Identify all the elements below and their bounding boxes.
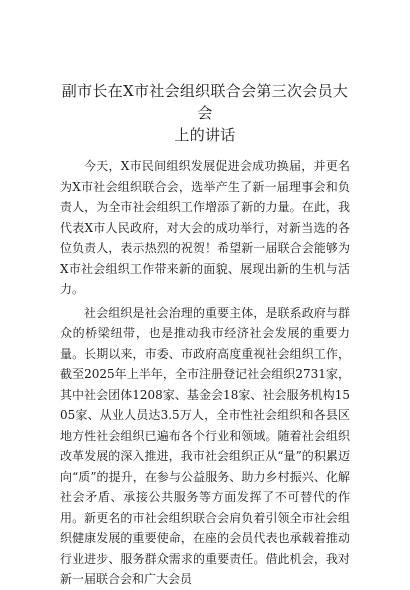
speech-title (60, 80, 350, 146)
paragraph-2: 社会组织是社会治理的重要主体，是联系政府与群众的桥梁纽带，也是推动我市经济社会发展的重要力量。长期以来，市委、市政府高度重视社会组织工作，截至2025年上半年，全市注册登记社会组织2731家，其中社会团体1208家、基金会18家、社会服务机构1505家、从业人员达3.5万人，全市性社会组织和各县区地方性社会组织已遍布各个行业和领域。随着社会组织改革发展的深入推进，我市社会组织正从“量”的积累迈向“质”的提升，在参与公益服务、助力乡村振兴、化解社会矛盾、承接公共服务等方面发挥了不可替代的作用。新更名的市社会组织联合会肩负着引领全市社会组织健康发展的重要使命，在座的会员代表也承载着推动行业进步、服务群众需求的重要责任。借此机会，我对新一届联合会和广大会员 (60, 305, 350, 586)
title-line-2: 上的讲话 (174, 126, 236, 144)
title-line-1: 副市长在X市社会组织联合会第三次会员大会 (61, 82, 349, 122)
paragraph-1: 今天，X市民间组织发展促进会成功换届，并更名为X市社会组织联合会，选举产生了新一届理事会和负责人，为全市社会组织工作增添了新的力量。在此，我代表X市人民政府，对大会的成功举行，对新当选的各位负责人，表示热烈的祝贺！希望新一届联合会能够为X市社会组织工作带来新的面貌、展现出新的生机与活力。 (60, 159, 350, 296)
